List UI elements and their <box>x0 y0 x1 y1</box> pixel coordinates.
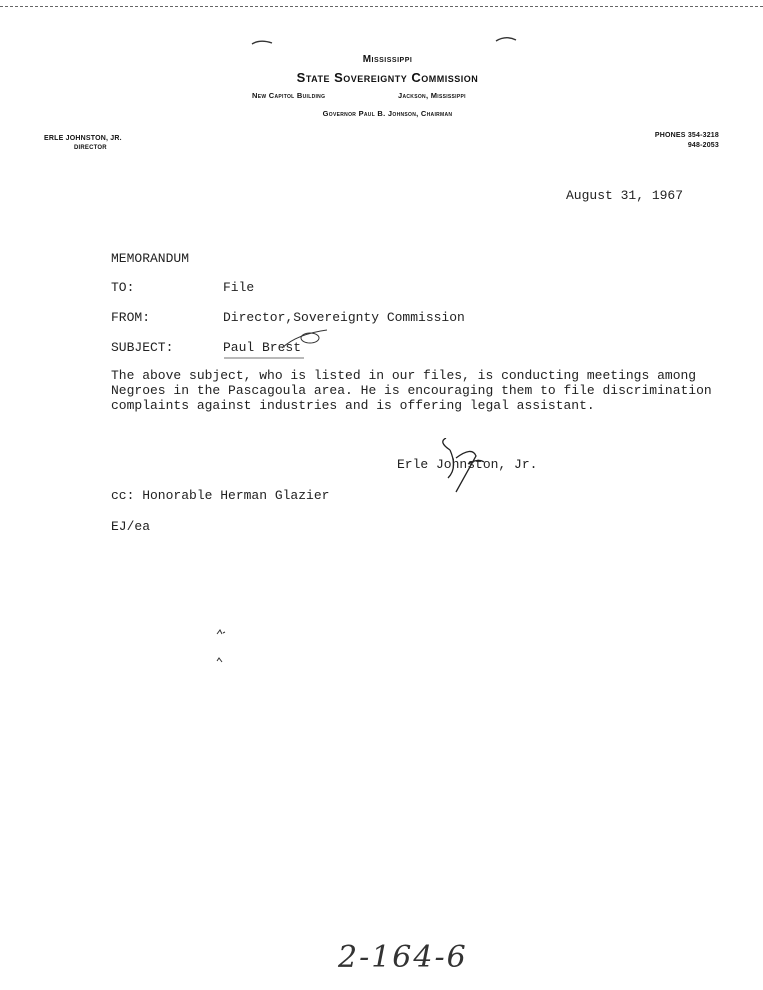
ink-mark-right <box>494 33 518 45</box>
stray-mark-2 <box>216 656 224 664</box>
handwritten-signature <box>428 438 498 498</box>
to-value: File <box>223 280 255 295</box>
letterhead-phones-second: 948-2053 <box>687 142 719 149</box>
body-line-1: The above subject, who is listed in our files, is conducting meetings among <box>111 368 697 383</box>
to-label: TO: <box>111 280 135 295</box>
subject-value: Paul Brest <box>223 340 302 355</box>
ink-mark-left <box>250 38 274 48</box>
body-line-2: Negroes in the Pascagoula area. He is encouraging them to file discrimination <box>111 383 712 398</box>
subject-label: SUBJECT: <box>111 340 174 355</box>
letterhead-governor: Governor Paul B. Johnson, Chairman <box>322 109 453 118</box>
letterhead-address-left: New Capitol Building <box>252 91 326 100</box>
from-value: Director,Sovereignty Commission <box>223 310 465 325</box>
typist-initials: EJ/ea <box>111 519 151 534</box>
memo-heading: MEMORANDUM <box>111 251 190 266</box>
file-number-stamp: 2-164-6 <box>338 940 468 975</box>
letterhead-director-name: ERLE JOHNSTON, JR. <box>44 135 122 142</box>
letterhead-agency: State Sovereignty Commission <box>296 70 479 85</box>
body-line-3: complaints against industries and is offering legal assistant. <box>111 398 595 413</box>
subject-underline-mark <box>222 328 332 362</box>
memo-date: August 31, 1967 <box>566 188 684 203</box>
cc-line: cc: Honorable Herman Glazier <box>111 488 330 503</box>
letterhead-state: Mississippi <box>362 54 413 65</box>
stray-mark-1 <box>216 628 226 636</box>
scan-top-edge <box>0 0 763 7</box>
letterhead-phones: PHONES 354-3218 <box>654 132 719 139</box>
letterhead-address-right: Jackson, Mississippi <box>398 91 466 100</box>
from-label: FROM: <box>111 310 151 325</box>
signature-typed: Erle Johnston, Jr. <box>397 457 538 472</box>
letterhead-director-title: DIRECTOR <box>74 145 107 151</box>
